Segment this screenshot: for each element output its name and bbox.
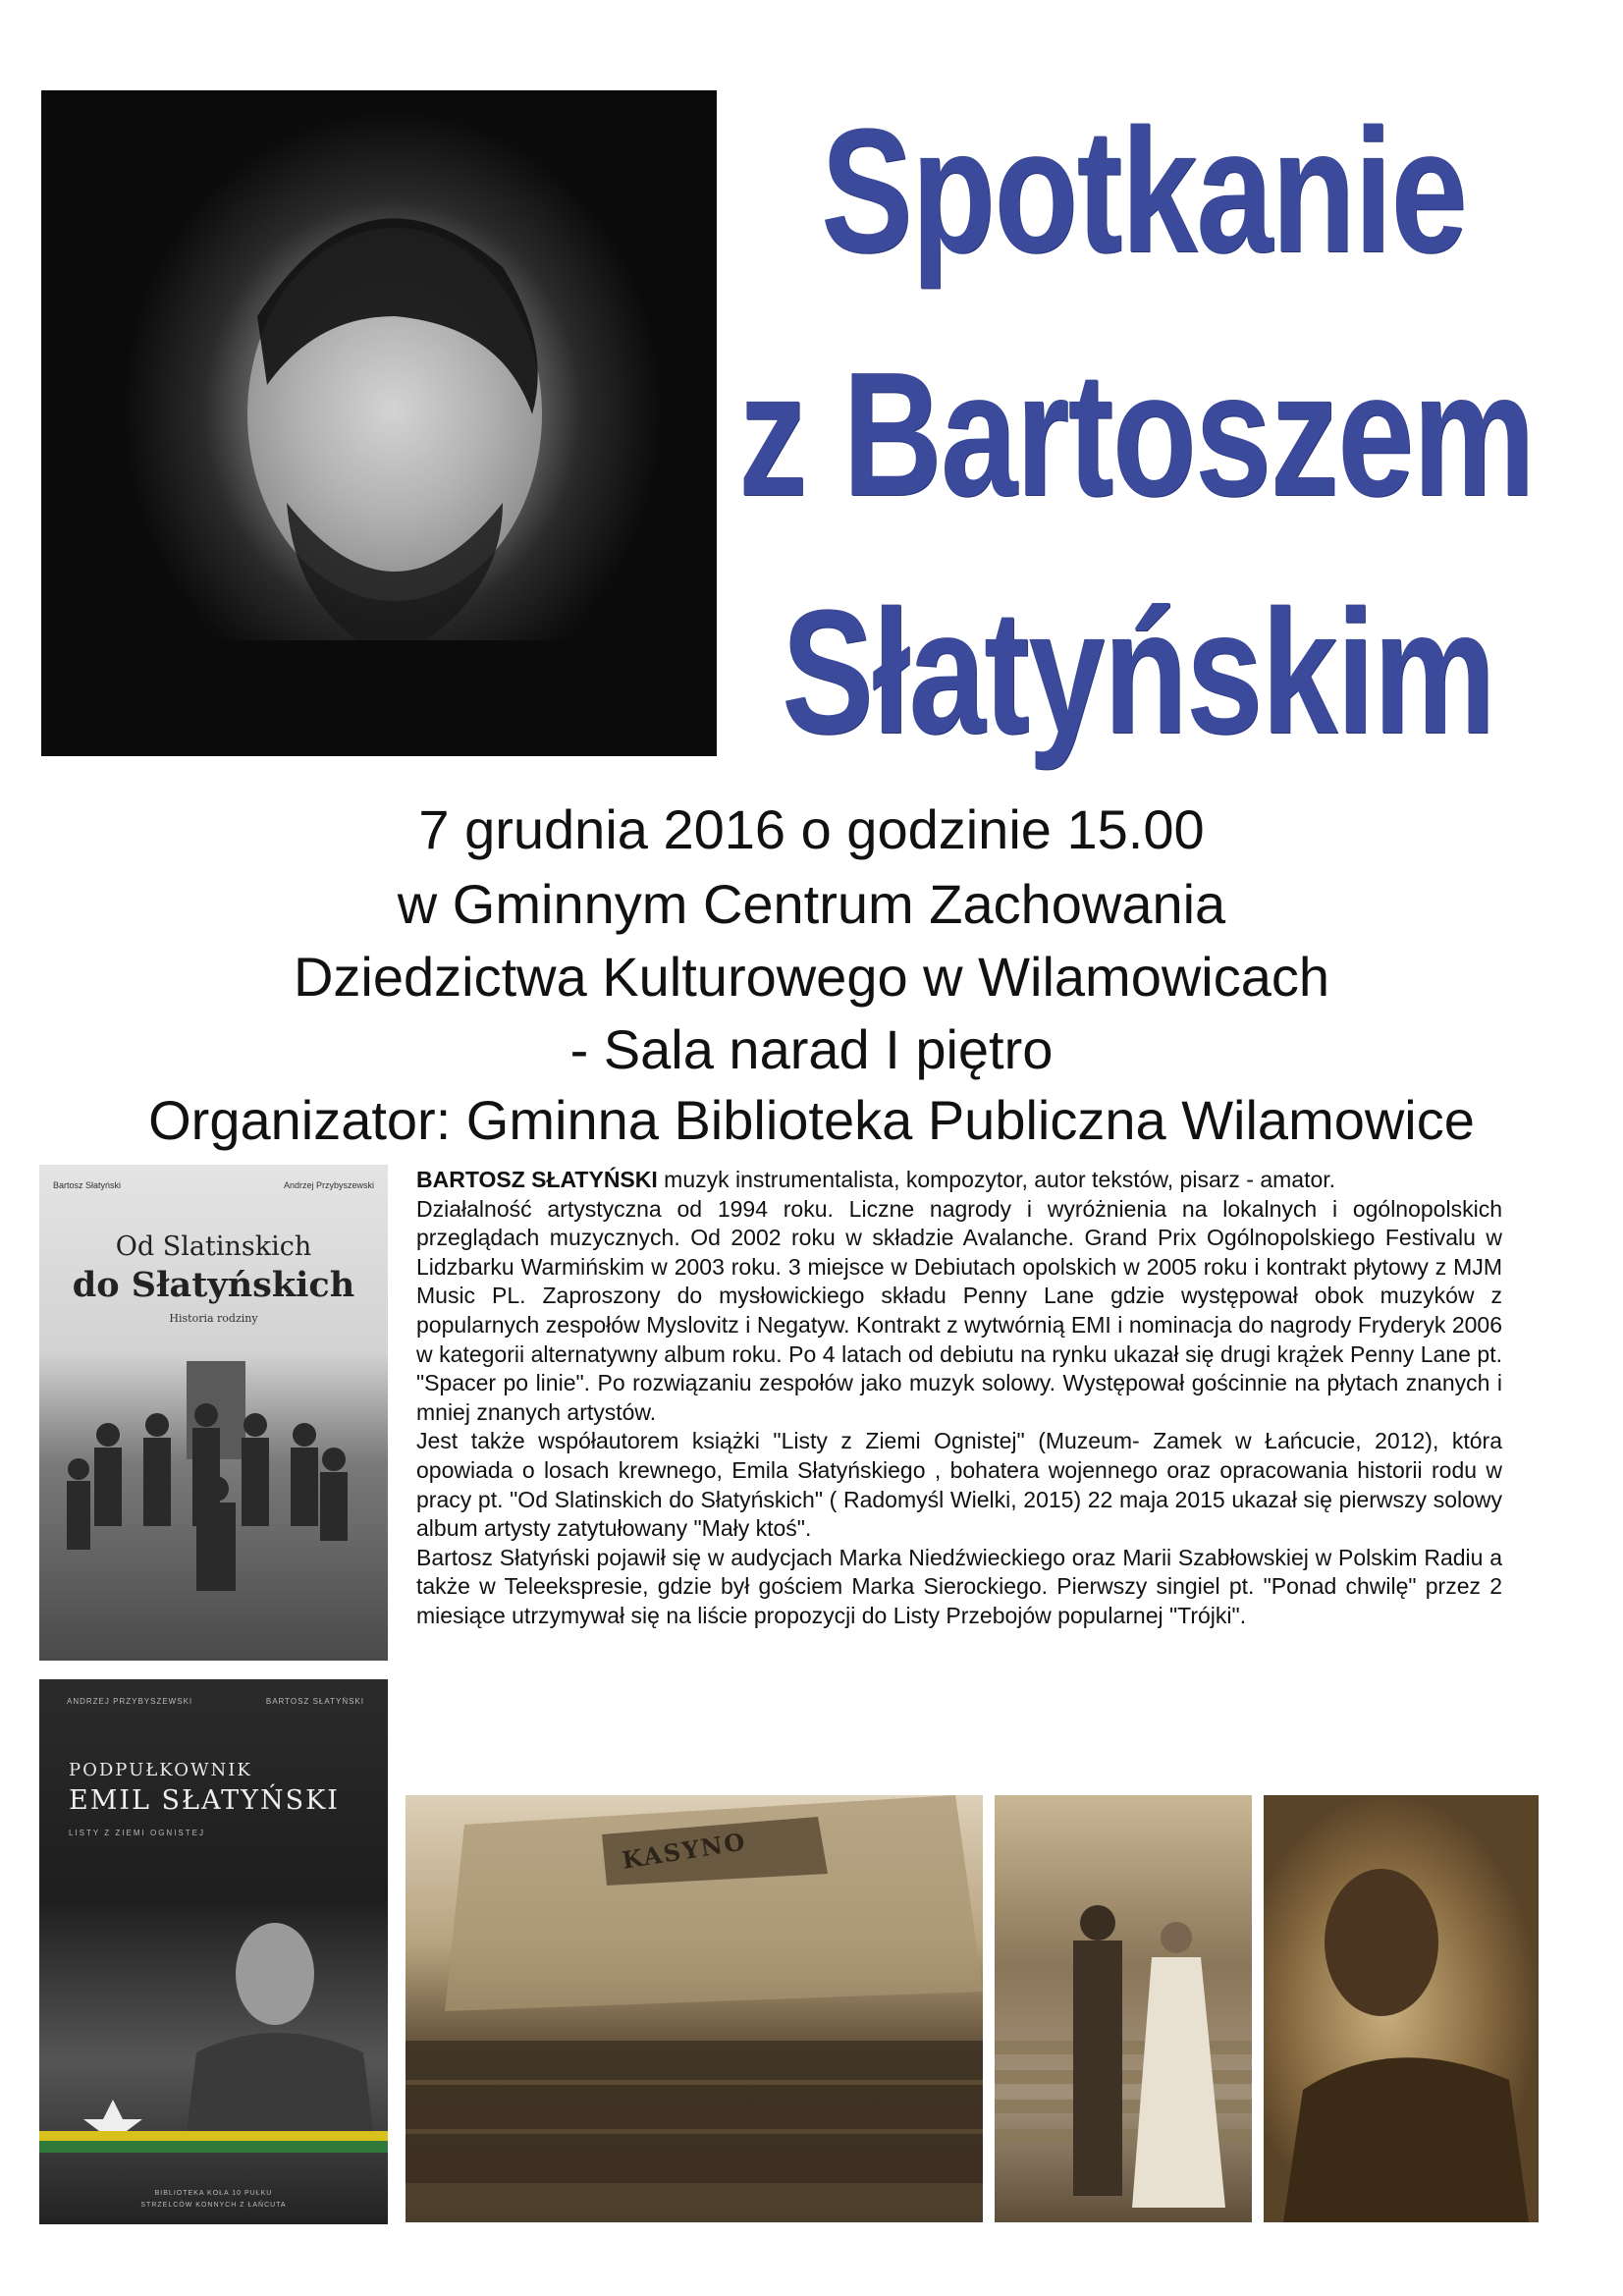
book1-author-left: Bartosz Słatyński <box>53 1180 122 1190</box>
event-venue-1: w Gminnym Centrum Zachowania <box>397 873 1226 935</box>
bio-paragraph-2: Jest także współautorem książki "Listy z Ziemi Ognistej" (Muzeum- Zamek w Łańcucie, 2012), która opowiada o losach krewnego, Emila Słatyńskiego , bohatera wojennego oraz opracowania historii rodu w pracy pt. "Od Slatinskich do Słatyńskich" ( Radomyśl Wielki, 2015) 22 maja 2015 ukazał się pierwszy solowy album artysty zatytułowany "Mały ktoś". <box>416 1428 1502 1542</box>
title-line-2: z Bartoszem <box>738 336 1534 533</box>
event-organizer: Organizator: Gminna Biblioteka Publiczna Wilamowice <box>148 1089 1475 1151</box>
book2-footer-line2: STRZELCÓW KONNYCH Z ŁAŃCUTA <box>140 2202 287 2209</box>
book2-subtitle: LISTY Z ZIEMI OGNISTEJ <box>69 1829 205 1837</box>
book2-footer <box>39 2188 388 2212</box>
bio-intro-text: muzyk instrumentalista, kompozytor, autor tekstów, pisarz - amator. <box>657 1167 1336 1192</box>
photo-officer-portrait <box>1264 1795 1539 2222</box>
kasyno-sign: KASYNO <box>620 1827 749 1875</box>
portrait-photo <box>41 90 717 756</box>
bio-paragraph-1: Działalność artystyczna od 1994 roku. Liczne nagrody i wyróżnienia na lokalnych i ogólnopolskich przeglądach muzycznych. Od 2002 roku w składzie Avalanche. Grand Prix Ogólnopolskiego Festivalu w Lidzbarku Warmińskim w 2003 roku. 3 miejsce w Debiutach opolskich w 2005 roku i kontrakt płytowy z MJM Music PL. Zaproszony do mysłowickiego składu Penny Lane gdzie występował obok muzyków z popularnych zespołów Myslovitz i Negatyw. Kontrakt z wytwórnią EMI i nominacja do nagrody Fryderyk 2006 w kategorii alternatywny album roku. Po 4 latach od debiutu na rynku ukazał się drugi krążek Penny Lane pt. "Spacer po linie". Po rozwiązaniu zespołów jako muzyk solowy. Występował gościnnie na płytach znanych i mniej znanych artystów. <box>416 1195 1502 1425</box>
book2-rank: PODPUŁKOWNIK <box>69 1760 252 1780</box>
title-line-1: Spotkanie <box>821 92 1466 290</box>
officer-figure <box>1264 1795 1539 2222</box>
soldiers-rows <box>406 2041 983 2183</box>
event-venue-2: Dziedzictwa Kulturowego w Wilamowicach <box>293 946 1330 1008</box>
book2-footer-line1: BIBLIOTEKA KOŁA 10 PUŁKU <box>154 2190 273 2197</box>
book1-subtitle: Historia rodziny <box>169 1312 258 1325</box>
bio-paragraph-3: Bartosz Słatyński pojawił się w audycjach Marka Niedźwieckiego oraz Marii Szabłowskiej w Polskim Radiu a także w Teleekspresie, gdzie był gościem Marka Sierockiego. Pierwszy singiel pt. "Ponad chwilę" przez 2 miesiące utrzymywał się na liście propozycji do Listy Przebojów popularnej "Trójki". <box>416 1544 1502 1628</box>
book1-author-right: Andrzej Przybyszewski <box>283 1180 374 1190</box>
bio-text <box>416 1166 1502 1631</box>
couple-figures <box>995 1795 1252 2222</box>
book2-band-yellow <box>39 2131 388 2141</box>
photo-couple-stairs <box>995 1795 1252 2222</box>
book2-author-left: ANDRZEJ PRZYBYSZEWSKI <box>67 1697 193 1706</box>
event-room: - Sala narad I piętro <box>569 1018 1054 1080</box>
bio-intro <box>416 1166 1502 1195</box>
book1-title-line1: Od Slatinskich <box>115 1231 312 1262</box>
book1-group-photo <box>39 1165 388 1661</box>
book1-title-line2: do Słatyńskich <box>72 1265 355 1305</box>
book-cover-emil-slatynski <box>39 1679 388 2224</box>
bio-name: BARTOSZ SŁATYŃSKI <box>416 1167 658 1192</box>
book-cover-od-slatinskich <box>39 1165 388 1661</box>
title-line-3: Słatyńskim <box>782 574 1494 771</box>
event-date: 7 grudnia 2016 o godzinie 15.00 <box>418 798 1205 860</box>
book2-band-green <box>39 2141 388 2153</box>
book2-name: EMIL SŁATYŃSKI <box>69 1785 340 1816</box>
book2-author-right: BARTOSZ SŁATYŃSKI <box>265 1697 364 1706</box>
photo-kasyno-soldiers <box>406 1795 983 2222</box>
portrait-silhouette <box>41 90 717 756</box>
